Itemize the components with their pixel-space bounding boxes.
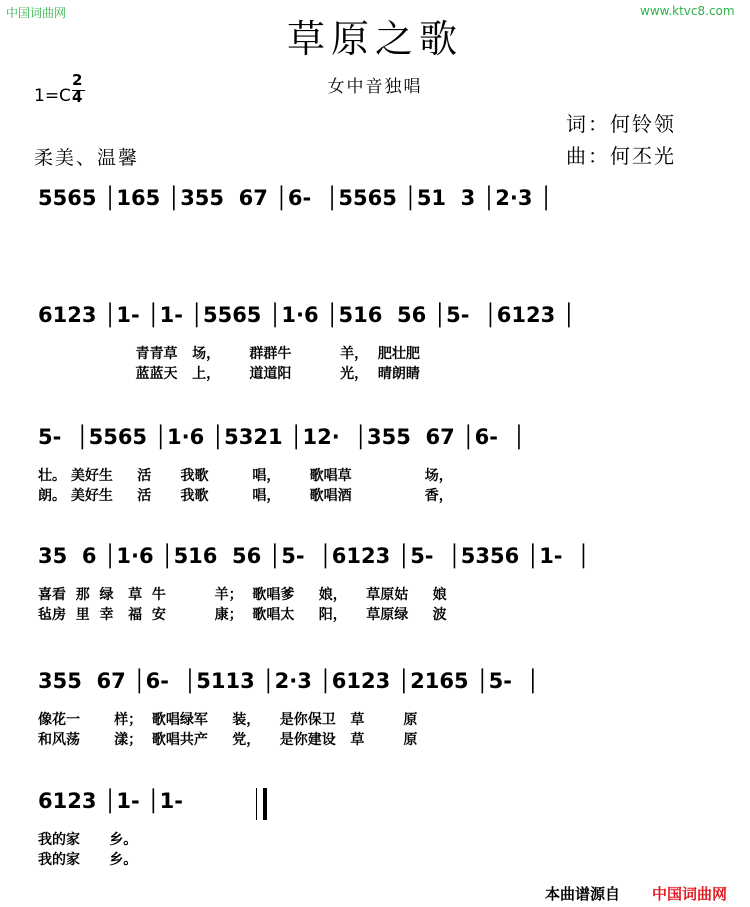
song-subtitle: 女中音独唱 bbox=[327, 77, 423, 97]
notation-line: 35 6 │1·6 │516 56 │5- │6123 │5- │5356 │1- │ bbox=[38, 544, 590, 568]
notation-line: 6123 │1- │1- bbox=[38, 789, 191, 813]
composer-credit: 曲：何丕光 bbox=[566, 144, 676, 168]
song-title: 草原之歌 bbox=[286, 17, 463, 61]
lyrics-verse-2: 毡房 里 幸 福 安 康； 歌唱太 阳， 草原绿 波 bbox=[38, 607, 447, 623]
lyrics-verse-2: 我的家 乡。 bbox=[38, 852, 138, 868]
footer-source-text: 本曲谱源自 bbox=[545, 885, 621, 903]
notation-line: 5565 │165 │355 67 │6- │5565 │51 3 │2·3 │ bbox=[38, 186, 553, 210]
time-signature-top: 2 bbox=[72, 71, 83, 89]
watermark-right: www.ktvc8.com bbox=[640, 4, 735, 18]
lyrics-verse-1: 青青草 场， 群群牛 羊， 肥壮肥 bbox=[38, 346, 420, 362]
lyrics-verse-1: 喜看 那 绿 草 牛 羊； 歌唱爹 娘， 草原姑 娘 bbox=[38, 587, 447, 603]
lyrics-verse-1: 我的家 乡。 bbox=[38, 832, 138, 848]
lyrics-verse-1: 壮。 美好生 活 我歌 唱， 歌唱草 场， bbox=[38, 468, 453, 484]
expression-marking: 柔美、温馨 bbox=[34, 147, 140, 169]
lyrics-verse-2: 朗。 美好生 活 我歌 唱， 歌唱酒 香， bbox=[38, 488, 453, 504]
lyricist-credit: 词：何铃领 bbox=[566, 112, 676, 136]
time-signature-bottom: 4 bbox=[72, 88, 83, 106]
final-barline bbox=[256, 788, 267, 820]
lyrics-verse-1: 像花一 样； 歌唱绿军 装， 是你保卫 草 原 bbox=[38, 712, 418, 728]
lyrics-verse-2: 蓝蓝天 上， 道道阳 光， 晴朗睛 bbox=[38, 366, 420, 382]
time-signature bbox=[72, 72, 82, 106]
watermark-left: 中国词曲网 bbox=[6, 6, 67, 20]
notation-line: 5- │5565 │1·6 │5321 │12· │355 67 │6- │ bbox=[38, 425, 526, 449]
notation-line: 355 67 │6- │5113 │2·3 │6123 │2165 │5- │ bbox=[38, 669, 540, 693]
lyrics-verse-2: 和风荡 漾； 歌唱共产 党， 是你建设 草 原 bbox=[38, 732, 418, 748]
footer-brand: 中国词曲网 bbox=[652, 885, 728, 903]
notation-line: 6123 │1- │1- │5565 │1·6 │516 56 │5- │6123 │ bbox=[38, 303, 576, 327]
key-signature: 1=C bbox=[34, 86, 71, 106]
